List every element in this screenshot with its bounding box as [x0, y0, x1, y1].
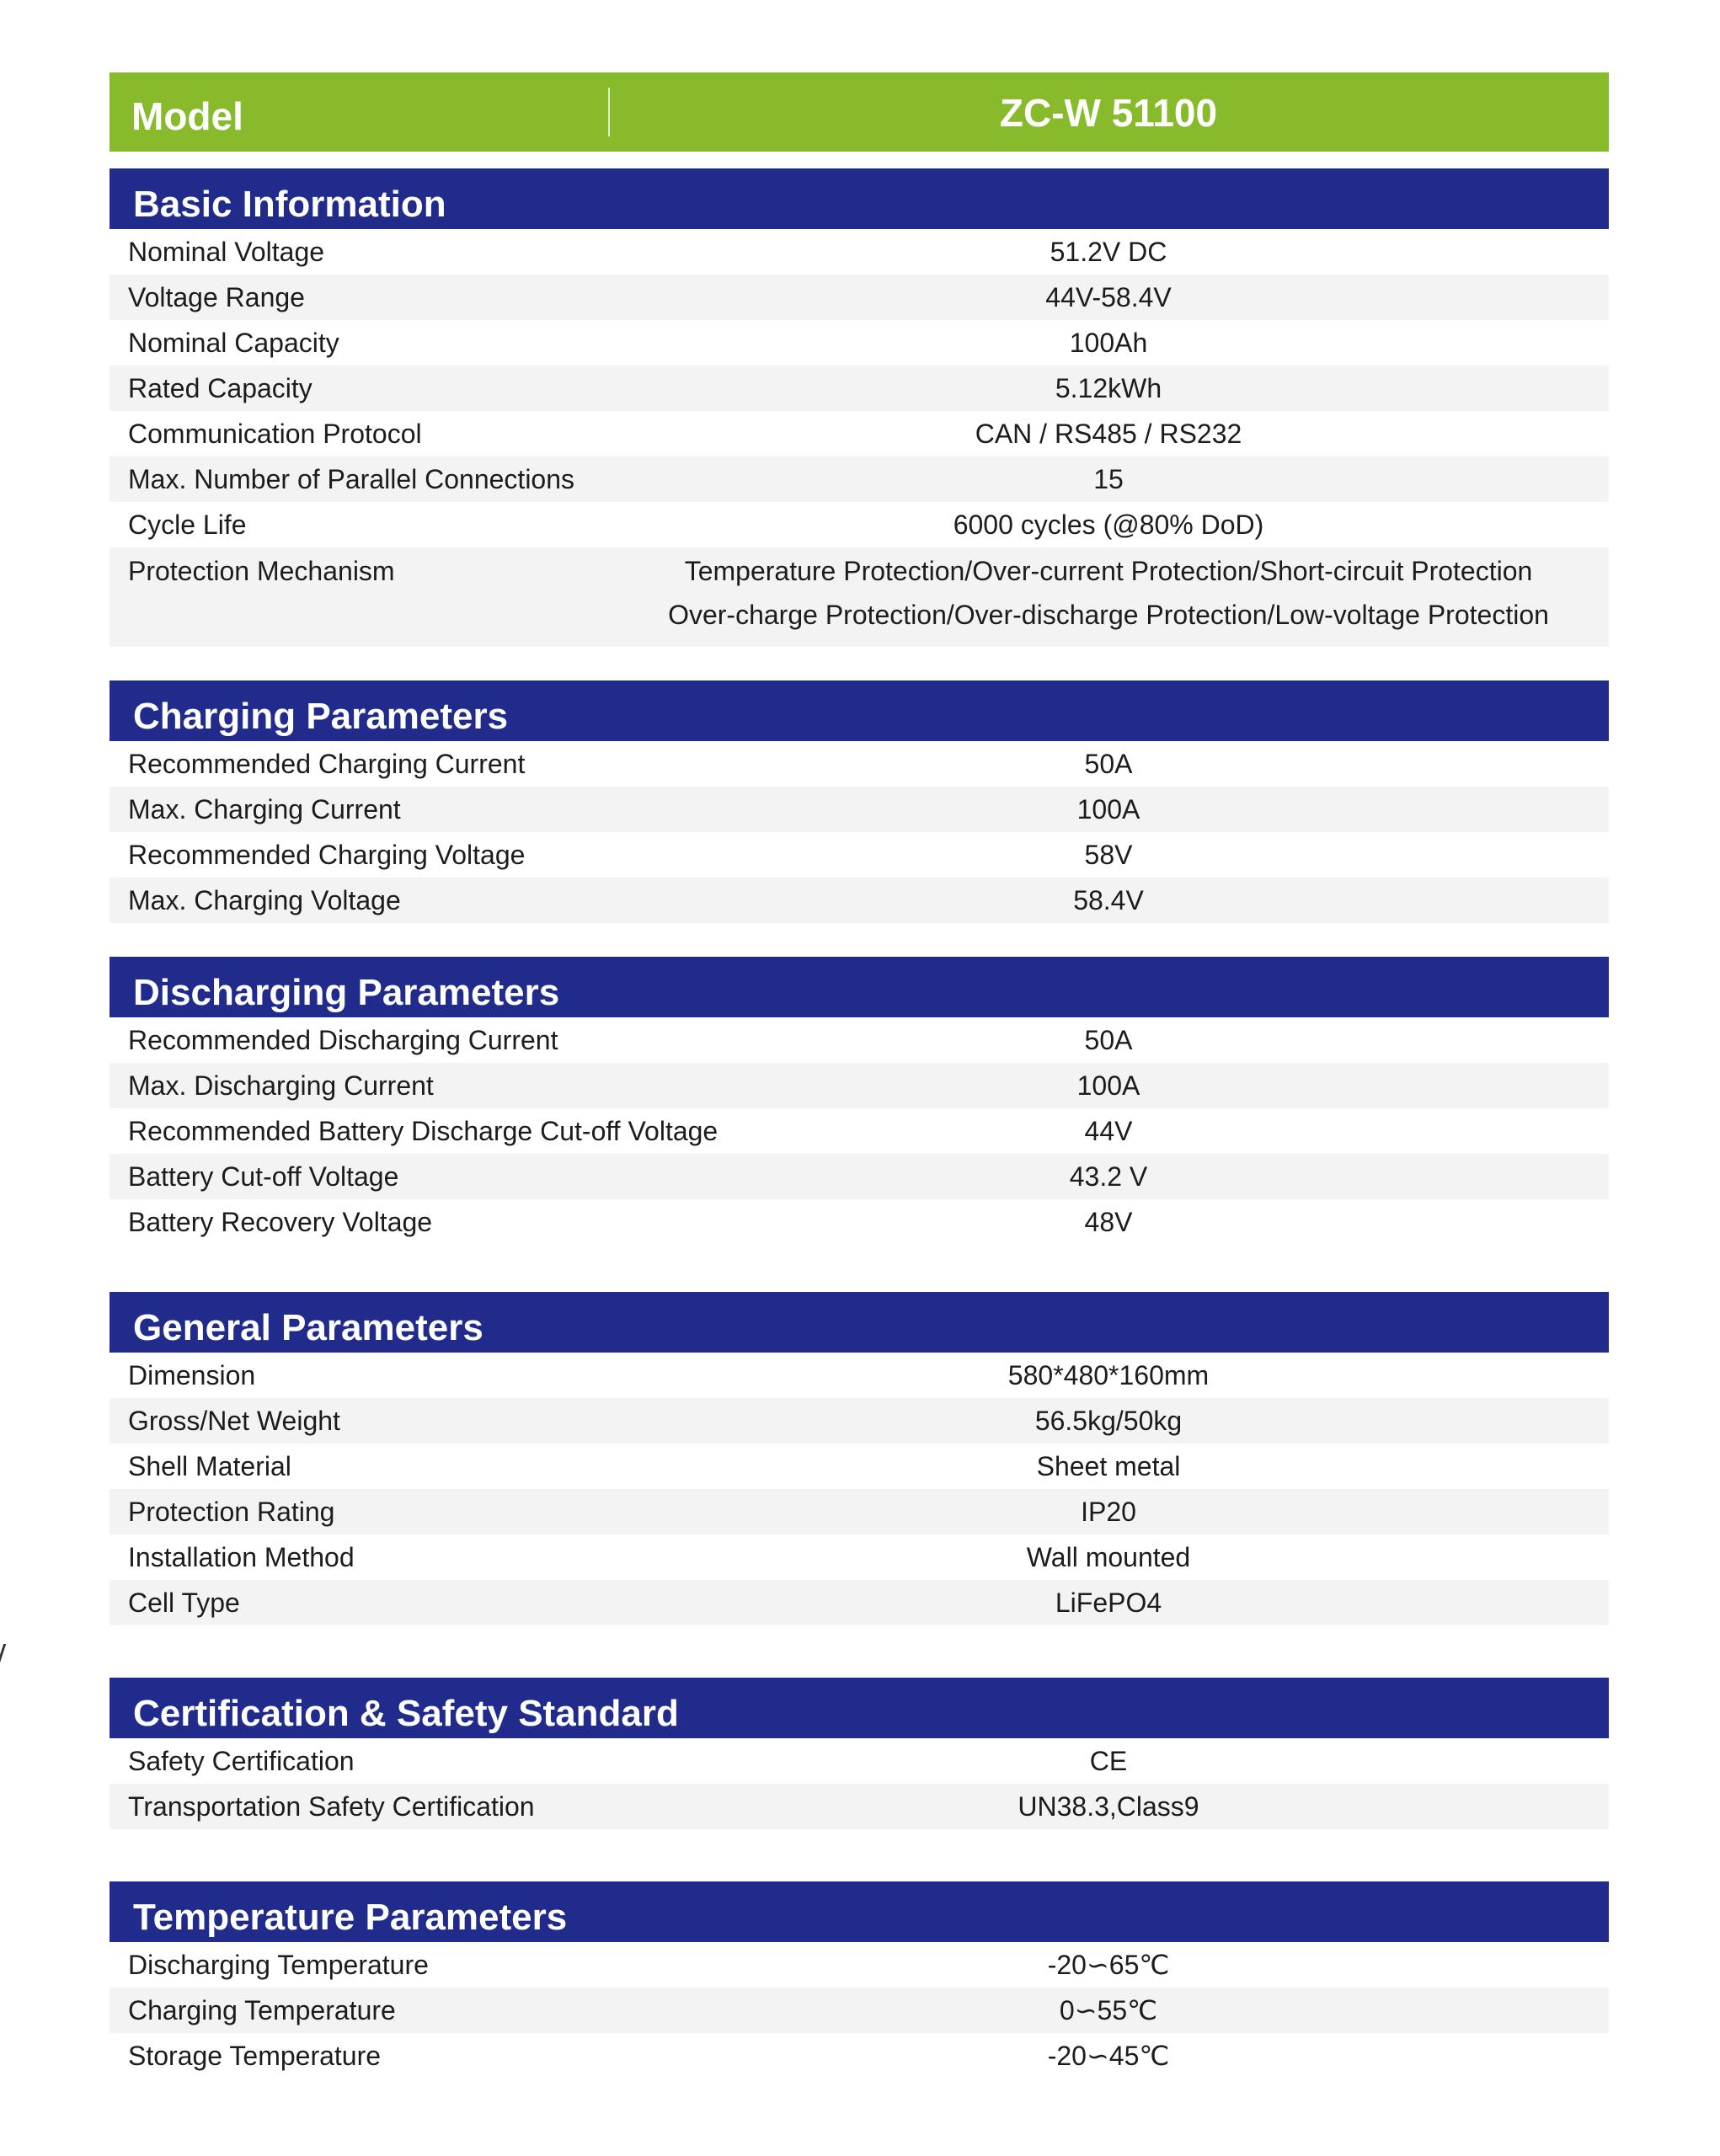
- section-title: Certification & Safety Standard: [110, 1678, 1609, 1738]
- row-value: IP20: [1081, 1496, 1136, 1527]
- row-value: 50A: [1084, 748, 1133, 779]
- section-discharging-parameters: [110, 957, 1609, 1245]
- section-title: Discharging Parameters: [110, 957, 1609, 1017]
- table-row: [110, 1738, 1609, 1784]
- row-value: 44V-58.4V: [1045, 281, 1172, 312]
- row-value: 43.2 V: [1069, 1161, 1148, 1192]
- table-row: [110, 456, 1609, 502]
- row-label: Gross/Net Weight: [128, 1405, 340, 1436]
- row-label: Installation Method: [128, 1541, 355, 1572]
- row-label: Max. Number of Parallel Connections: [128, 463, 575, 494]
- table-row: [110, 878, 1609, 923]
- row-label: Recommended Discharging Current: [128, 1024, 558, 1055]
- section-title: General Parameters: [110, 1292, 1609, 1353]
- row-value: [608, 558, 1609, 628]
- table-row: [110, 547, 1609, 647]
- row-value: 50A: [1084, 1024, 1133, 1055]
- section-rows: [110, 229, 1609, 647]
- row-label: Recommended Battery Discharge Cut-off Voltage: [128, 1115, 718, 1146]
- section-rows: [110, 1017, 1609, 1245]
- table-row: [110, 1199, 1609, 1245]
- section-title: Charging Parameters: [110, 680, 1609, 741]
- row-label: Cycle Life: [128, 509, 247, 540]
- row-label: Recommended Charging Voltage: [128, 839, 526, 870]
- table-row: [110, 1489, 1609, 1534]
- table-row: [110, 1398, 1609, 1444]
- section-title: Basic Information: [110, 168, 1609, 229]
- table-row: [110, 1580, 1609, 1625]
- row-label: Charging Temperature: [128, 1994, 396, 2025]
- row-label: Communication Protocol: [128, 418, 422, 449]
- table-row: [110, 1063, 1609, 1108]
- model-value: ZC-W 51100: [999, 91, 1218, 135]
- table-row: [110, 832, 1609, 878]
- row-label: Nominal Voltage: [128, 236, 325, 267]
- table-row: [110, 1353, 1609, 1398]
- section-rows: [110, 1353, 1609, 1625]
- table-row: [110, 229, 1609, 275]
- row-value: Wall mounted: [1026, 1541, 1191, 1572]
- row-label: Dimension: [128, 1359, 256, 1390]
- table-row: [110, 275, 1609, 320]
- row-label: Transportation Safety Certification: [128, 1790, 535, 1822]
- row-value: 5.12kWh: [1055, 372, 1162, 403]
- section-rows: [110, 1738, 1609, 1829]
- row-value: 58.4V: [1073, 884, 1144, 915]
- table-row: [110, 741, 1609, 787]
- table-row: [110, 1534, 1609, 1580]
- section-charging-parameters: [110, 680, 1609, 923]
- section-title: Temperature Parameters: [110, 1881, 1609, 1942]
- table-row: [110, 1154, 1609, 1199]
- table-row: [110, 787, 1609, 832]
- row-label: Rated Capacity: [128, 372, 312, 403]
- table-row: [110, 320, 1609, 366]
- table-row: [110, 1444, 1609, 1489]
- row-value-line: Temperature Protection/Over-current Protection/Short-circuit Protection: [684, 556, 1533, 586]
- row-label: Battery Cut-off Voltage: [128, 1161, 399, 1192]
- section-rows: [110, 1942, 1609, 2079]
- row-label: Protection Rating: [128, 1496, 335, 1527]
- row-value: 51.2V DC: [1050, 236, 1167, 267]
- row-value: -20∽45℃: [1047, 2041, 1170, 2071]
- row-label: Max. Discharging Current: [128, 1070, 434, 1101]
- row-label: Storage Temperature: [128, 2040, 382, 2071]
- row-value: 48V: [1084, 1206, 1133, 1237]
- row-value: 15: [1093, 463, 1124, 494]
- row-value: Sheet metal: [1036, 1450, 1181, 1481]
- model-bar: [110, 72, 1609, 152]
- row-value: -20∽65℃: [1047, 1950, 1170, 1980]
- row-label: Cell Type: [128, 1587, 240, 1618]
- section-temperature-parameters: [110, 1881, 1609, 2079]
- row-value: 100A: [1076, 793, 1140, 825]
- row-label: Max. Charging Voltage: [128, 884, 401, 915]
- table-row: [110, 411, 1609, 456]
- section-rows: [110, 741, 1609, 923]
- row-value: 100A: [1076, 1070, 1140, 1101]
- row-label: Voltage Range: [128, 281, 305, 312]
- table-row: [110, 366, 1609, 411]
- row-value: UN38.3,Class9: [1018, 1790, 1199, 1822]
- row-label: Battery Recovery Voltage: [128, 1206, 433, 1237]
- stray-mark: [0, 1644, 6, 1666]
- row-value: 0∽55℃: [1059, 1995, 1158, 2025]
- section-certification-safety: [110, 1678, 1609, 1829]
- row-value: 58V: [1084, 839, 1133, 870]
- row-value: 580*480*160mm: [1007, 1359, 1210, 1390]
- table-row: [110, 2033, 1609, 2079]
- row-label: Discharging Temperature: [128, 1949, 429, 1980]
- row-label: Nominal Capacity: [128, 327, 339, 358]
- row-value: 56.5kg/50kg: [1034, 1405, 1183, 1436]
- section-general-parameters: [110, 1292, 1609, 1625]
- spec-sheet: [110, 72, 1609, 2079]
- row-value: CE: [1089, 1745, 1128, 1776]
- row-value: CAN / RS485 / RS232: [975, 418, 1242, 449]
- section-basic-information: [110, 168, 1609, 647]
- table-row: [110, 1942, 1609, 1988]
- table-row: [110, 502, 1609, 547]
- model-label: Model: [131, 94, 243, 138]
- row-value-line: Over-charge Protection/Over-discharge Protection/Low-voltage Protection: [668, 600, 1549, 630]
- row-label: Safety Certification: [128, 1745, 355, 1776]
- row-value: 100Ah: [1069, 327, 1148, 358]
- row-value: 6000 cycles (@80% DoD): [953, 509, 1264, 540]
- row-value: LiFePO4: [1055, 1587, 1162, 1618]
- table-row: [110, 1108, 1609, 1154]
- table-row: [110, 1988, 1609, 2033]
- row-label: Max. Charging Current: [128, 793, 401, 825]
- table-row: [110, 1017, 1609, 1063]
- table-row: [110, 1784, 1609, 1829]
- row-label: Shell Material: [128, 1450, 291, 1481]
- row-label: Recommended Charging Current: [128, 748, 526, 779]
- model-divider: [608, 88, 610, 136]
- row-label: Protection Mechanism: [128, 556, 395, 586]
- row-value: 44V: [1084, 1115, 1133, 1146]
